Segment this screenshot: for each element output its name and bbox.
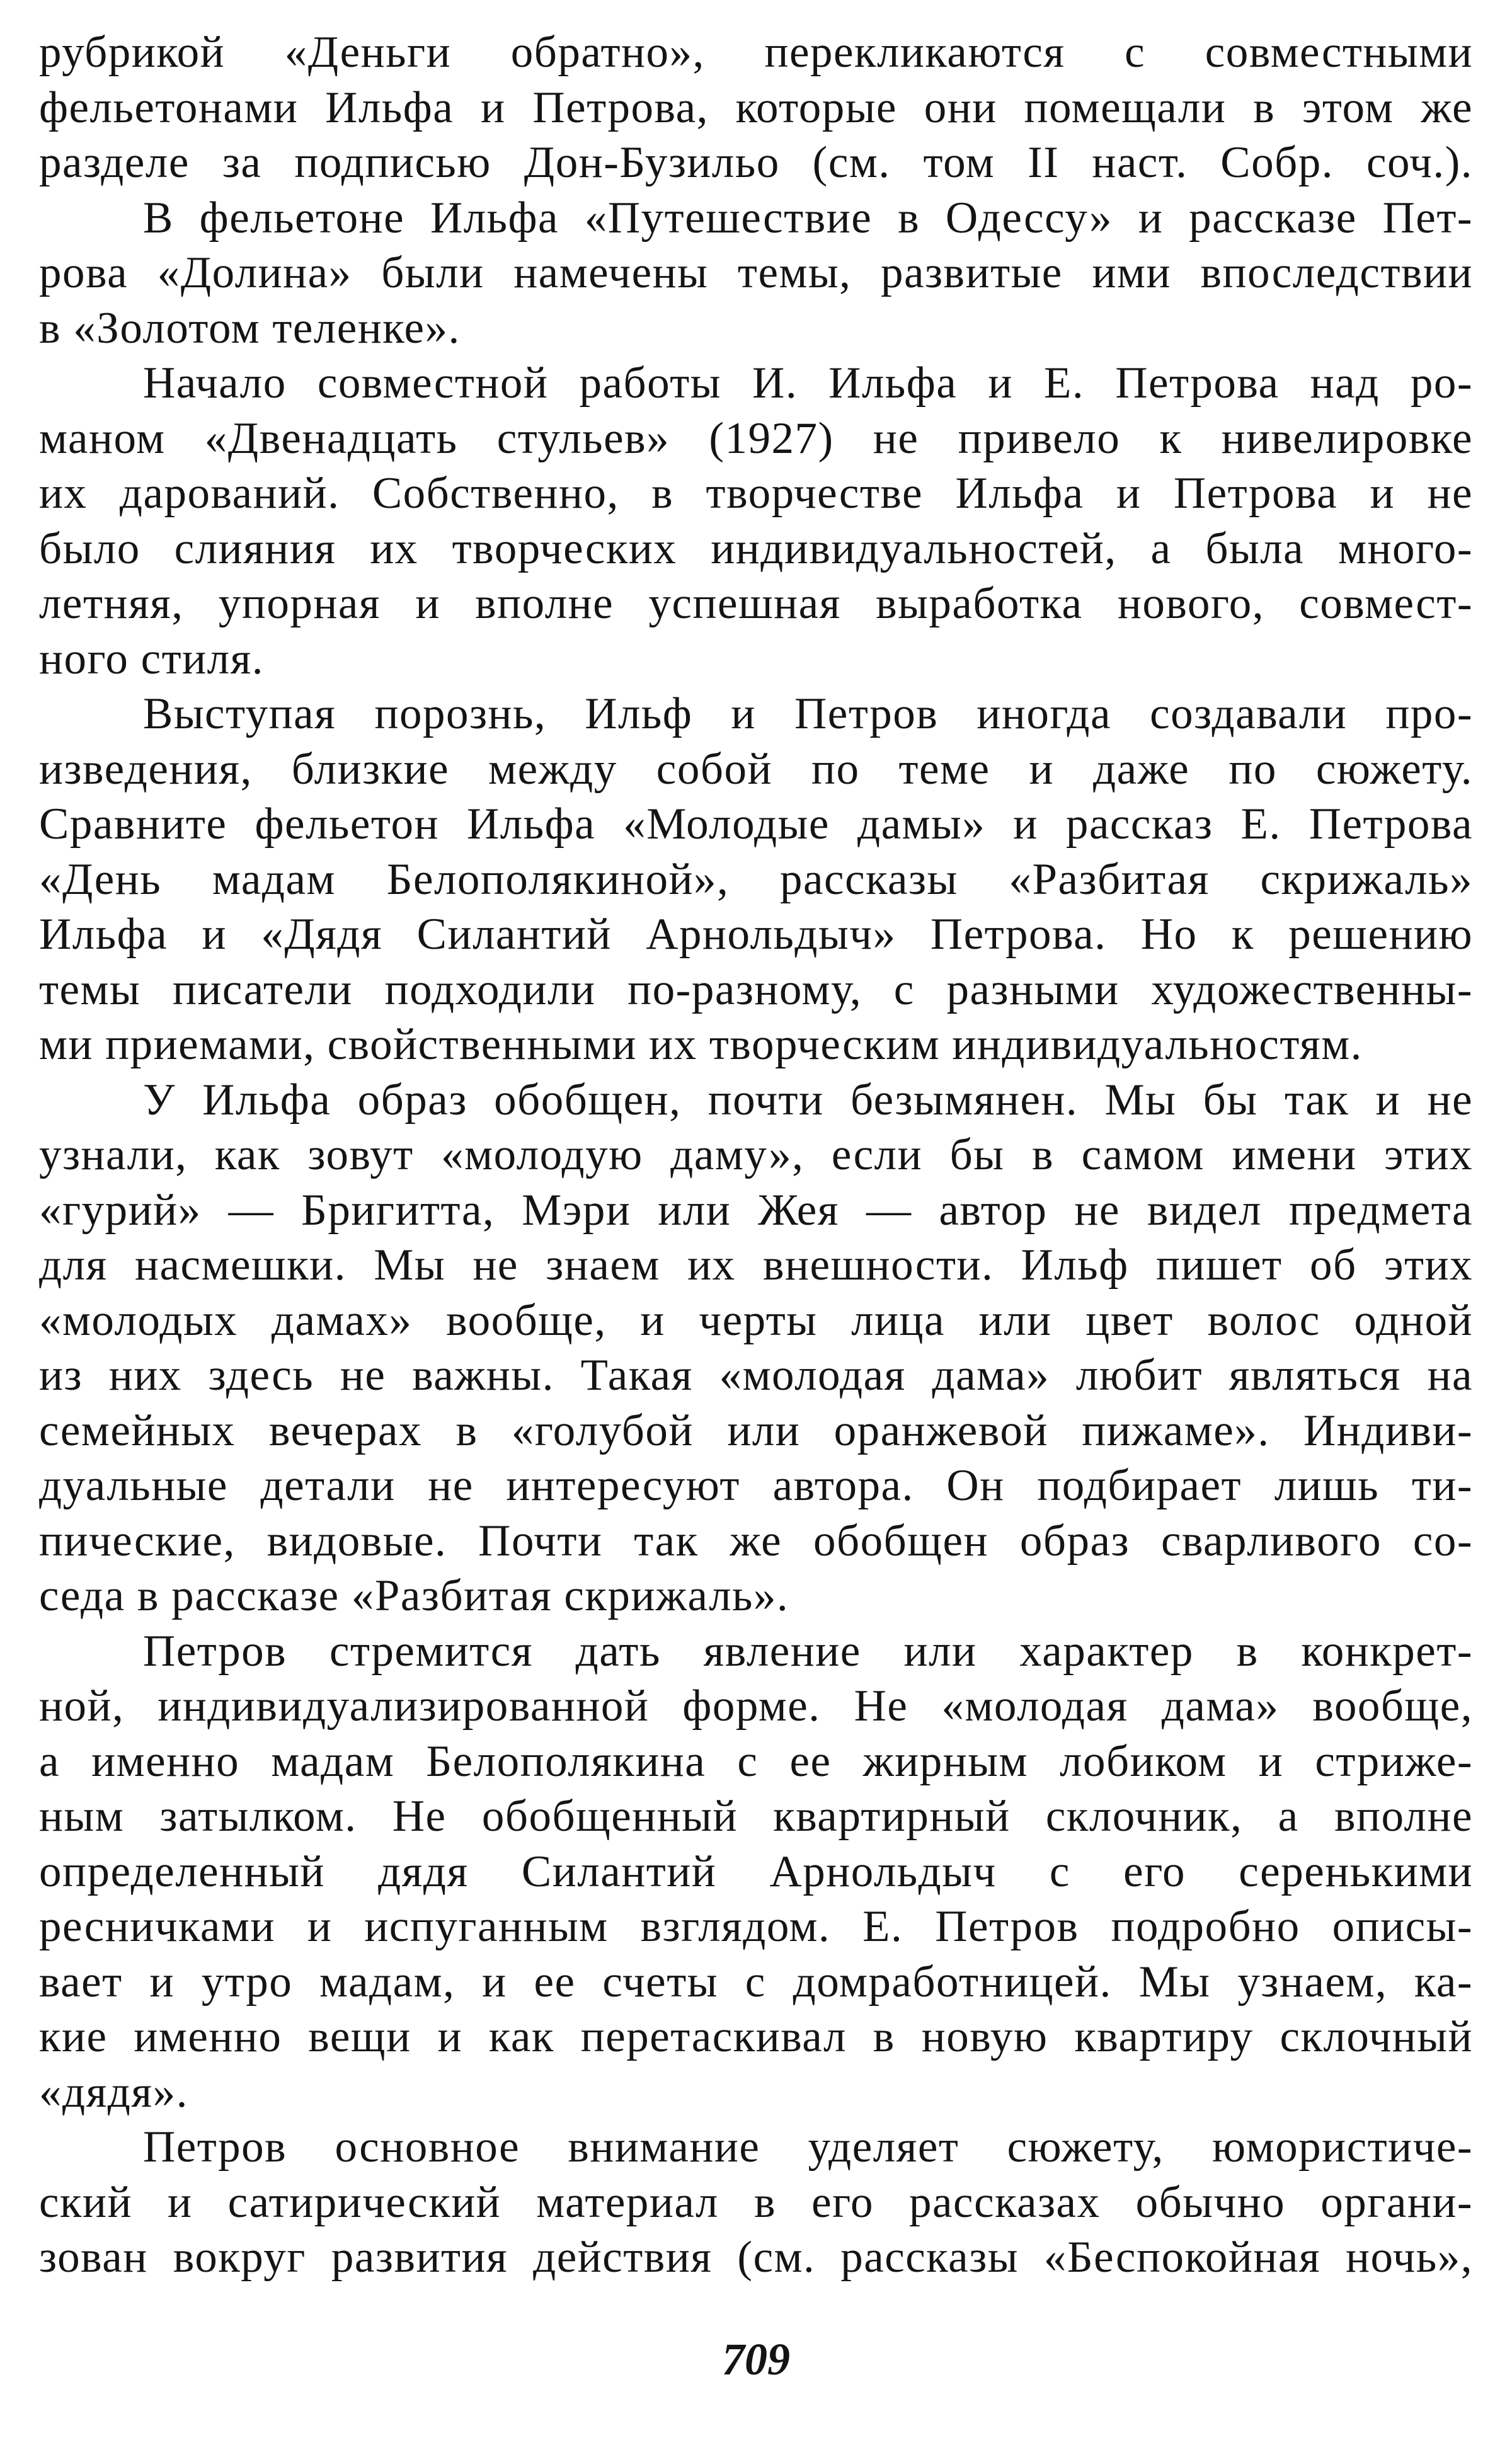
text-line: Начало совместной работы И. Ильфа и Е. Петрова над ро- bbox=[143, 358, 1473, 408]
text-line: В фельетоне Ильфа «Путешествие в Одессу» и рассказе Пет- bbox=[143, 193, 1473, 243]
text-line: летняя, упорная и вполне успешная выработка нового, совмест- bbox=[39, 579, 1473, 628]
text-line: «День мадам Белополякиной», рассказы «Разбитая скрижаль» bbox=[39, 854, 1473, 904]
text-line: разделе за подписью Дон-Бузильо (см. том II наст. Собр. соч.). bbox=[39, 138, 1473, 187]
text-line: в «Золотом теленке». bbox=[39, 303, 461, 353]
text-line: пические, видовые. Почти так же обобщен образ сварливого со- bbox=[39, 1516, 1473, 1566]
text-line: Петров основное внимание уделяет сюжету, юмористиче- bbox=[143, 2122, 1473, 2172]
text-line: маном «Двенадцать стульев» (1927) не привело к нивелировке bbox=[39, 413, 1473, 463]
text-line: из них здесь не важны. Такая «молодая дама» любит являться на bbox=[39, 1351, 1473, 1400]
text-line: а именно мадам Белополякина с ее жирным лобиком и стриже- bbox=[39, 1736, 1473, 1786]
text-line: определенный дядя Силантий Арнольдыч с его серенькими bbox=[39, 1847, 1473, 1896]
text-line: рубрикой «Деньги обратно», перекликаются с совместными bbox=[39, 28, 1473, 77]
text-line: ного стиля. bbox=[39, 634, 264, 684]
text-line: Ильфа и «Дядя Силантий Арнольдыч» Петрова. Но к решению bbox=[39, 910, 1473, 959]
text-line: было слияния их творческих индивидуальностей, а была много- bbox=[39, 524, 1473, 573]
text-line: фельетонами Ильфа и Петрова, которые они помещали в этом же bbox=[39, 83, 1473, 132]
text-line: ресничками и испуганным взглядом. Е. Петров подробно описы- bbox=[39, 1902, 1473, 1951]
text-line: Петров стремится дать явление или характер в конкрет- bbox=[143, 1626, 1473, 1676]
text-line: рова «Долина» были намечены темы, развитые ими впоследствии bbox=[39, 248, 1473, 297]
text-line: вает и утро мадам, и ее счеты с домработницей. Мы узнаем, ка- bbox=[39, 1957, 1473, 2007]
text-line: «гурий» — Бригитта, Мэри или Жея — автор не видел предмета bbox=[39, 1185, 1473, 1235]
text-line: Выступая порознь, Ильф и Петров иногда создавали про- bbox=[143, 689, 1473, 738]
text-line: узнали, как зовут «молодую даму», если бы в самом имени этих bbox=[39, 1130, 1473, 1179]
text-line: Сравните фельетон Ильфа «Молодые дамы» и рассказ Е. Петрова bbox=[39, 799, 1473, 849]
text-line: зован вокруг развития действия (см. рассказы «Беспокойная ночь», bbox=[39, 2233, 1473, 2282]
text-line: У Ильфа образ обобщен, почти безымянен. Мы бы так и не bbox=[143, 1075, 1473, 1125]
text-line: седа в рассказе «Разбитая скрижаль». bbox=[39, 1571, 789, 1620]
text-line: темы писатели подходили по-разному, с разными художественны- bbox=[39, 965, 1473, 1014]
text-line: кие именно вещи и как перетаскивал в новую квартиру склочный bbox=[39, 2012, 1473, 2061]
text-line: ным затылком. Не обобщенный квартирный склочник, а вполне bbox=[39, 1792, 1473, 1841]
text-line: ной, индивидуализированной форме. Не «молодая дама» вообще, bbox=[39, 1681, 1473, 1731]
body-text bbox=[39, 25, 1473, 2286]
page-number: 709 bbox=[722, 2334, 790, 2385]
text-line: для насмешки. Мы не знаем их внешности. Ильф пишет об этих bbox=[39, 1240, 1473, 1290]
text-line: дуальные детали не интересуют автора. Он подбирает лишь ти- bbox=[39, 1461, 1473, 1510]
text-line: их дарований. Собственно, в творчестве Ильфа и Петрова и не bbox=[39, 469, 1473, 518]
text-line: изведения, близкие между собой по теме и даже по сюжету. bbox=[39, 744, 1473, 794]
text-line: ский и сатирический материал в его рассказах обычно органи- bbox=[39, 2177, 1473, 2227]
text-line: «молодых дамах» вообще, и черты лица или цвет волос одной bbox=[39, 1295, 1473, 1345]
text-line: ми приемами, свойственными их творческим индивидуальностям. bbox=[39, 1020, 1363, 1069]
text-line: «дядя». bbox=[39, 2067, 188, 2117]
text-line: семейных вечерах в «голубой или оранжевой пижаме». Индиви- bbox=[39, 1406, 1473, 1455]
